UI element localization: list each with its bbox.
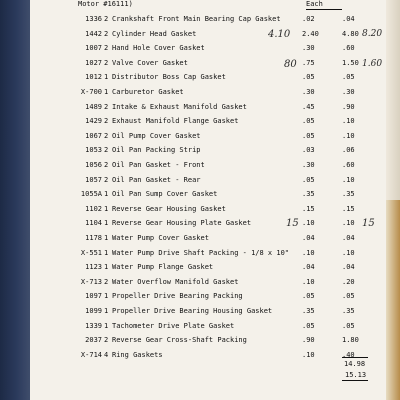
part-number: 1007 <box>85 44 102 53</box>
table-row <box>30 70 370 84</box>
price-total: .90 <box>342 102 355 111</box>
price-each: .75 <box>302 58 315 67</box>
quantity: 1 <box>104 73 109 82</box>
price-total: .10 <box>342 131 355 140</box>
quantity: 1 <box>104 292 109 301</box>
part-number: X-551 <box>80 248 102 257</box>
page-edge-lower <box>386 200 400 400</box>
quantity: 1 <box>104 321 109 330</box>
price-each: .05 <box>302 131 315 140</box>
part-number: 1102 <box>85 204 102 213</box>
part-number: 1123 <box>85 263 102 272</box>
part-number: 1057 <box>85 175 102 184</box>
part-number: 1027 <box>85 58 102 67</box>
table-row <box>30 289 370 303</box>
price-total: .05 <box>342 292 355 301</box>
table-row <box>30 231 370 245</box>
price-each: .30 <box>302 44 315 53</box>
quantity: 1 <box>104 88 109 96</box>
price-each: .10 <box>302 350 315 359</box>
quantity: 2 <box>104 161 109 169</box>
price-total: .10 <box>342 219 355 228</box>
price-each: .03 <box>302 146 315 155</box>
price-each: .10 <box>302 219 315 228</box>
part-description: Oil Pan Sump Cover Gasket <box>112 190 218 199</box>
quantity: 1 <box>104 307 109 315</box>
price-each: .05 <box>302 175 315 184</box>
quantity: 2 <box>104 146 109 155</box>
part-description: Valve Cover Gasket <box>112 58 188 67</box>
table-row <box>30 41 370 55</box>
price-each: .30 <box>302 161 315 169</box>
part-description: Reverse Gear Cross-Shaft Packing <box>112 336 247 345</box>
part-number: 1489 <box>85 102 102 111</box>
part-description: Crankshaft Front Main Bearing Cap Gasket <box>112 15 281 23</box>
quantity: 2 <box>104 102 109 111</box>
part-description: Oil Pan Gasket - Front <box>112 161 205 169</box>
table-row <box>30 260 370 274</box>
table-row <box>30 114 370 128</box>
handwritten-note-reverse: 15 <box>286 218 299 229</box>
part-description: Water Pump Drive Shaft Packing - 1/8 x 10" <box>112 248 290 257</box>
table-row <box>30 202 370 216</box>
part-number: 1055A <box>80 190 102 199</box>
price-total: .05 <box>342 321 355 330</box>
grand-total-value: 15.13 <box>345 371 367 379</box>
part-description: Intake & Exhaust Manifold Gasket <box>112 102 247 111</box>
part-description: Reverse Gear Housing Plate Gasket <box>112 219 252 228</box>
price-each: .04 <box>302 234 315 242</box>
part-description: Tachometer Drive Plate Gasket <box>112 321 235 330</box>
price-each: .05 <box>302 292 315 301</box>
handwritten-note-valve: 80 <box>284 59 297 70</box>
quantity: 2 <box>104 117 109 126</box>
price-each: .30 <box>302 88 315 96</box>
part-description: Oil Pan Gasket - Rear <box>112 175 201 184</box>
price-total: .10 <box>342 248 355 257</box>
part-description: Propeller Drive Bearing Packing <box>112 292 243 301</box>
motor-reference: Motor #16111) <box>78 0 133 8</box>
handwritten-note-head: 4.10 <box>268 29 291 40</box>
table-row <box>30 12 370 26</box>
part-number: 2037 <box>85 336 102 345</box>
quantity: 2 <box>104 29 109 38</box>
part-description: Exhaust Manifold Flange Gasket <box>112 117 239 126</box>
table-row <box>30 143 370 157</box>
table-row <box>30 100 370 114</box>
column-header-each: Each <box>306 0 346 11</box>
table-row <box>30 85 370 99</box>
quantity: 2 <box>104 277 109 286</box>
part-description: Propeller Drive Bearing Housing Gasket <box>112 307 273 315</box>
price-total: .40 <box>342 350 355 359</box>
table-row <box>30 158 370 172</box>
price-total: .04 <box>342 15 355 23</box>
quantity: 1 <box>104 219 109 228</box>
part-number: X-714 <box>80 350 102 359</box>
handwritten-total-reverse: 15 <box>362 218 375 229</box>
table-row <box>30 275 370 289</box>
part-number: 1178 <box>85 234 102 242</box>
part-description: Ring Gaskets <box>112 350 163 359</box>
part-number: X-713 <box>80 277 102 286</box>
quantity: 4 <box>104 350 109 359</box>
table-row <box>30 187 370 201</box>
quantity: 1 <box>104 204 109 213</box>
part-number: 1442 <box>85 29 102 38</box>
price-each: .05 <box>302 321 315 330</box>
table-row <box>30 56 370 70</box>
table-row <box>30 216 370 230</box>
quantity: 2 <box>104 336 109 345</box>
quantity: 1 <box>104 190 109 199</box>
price-each: .04 <box>302 263 315 272</box>
part-description: Water Pump Cover Gasket <box>112 234 209 242</box>
part-number: 1339 <box>85 321 102 330</box>
price-each: .05 <box>302 117 315 126</box>
quantity: 2 <box>104 15 109 23</box>
price-each: .10 <box>302 248 315 257</box>
part-number: 1012 <box>85 73 102 82</box>
part-description: Cylinder Head Gasket <box>112 29 197 38</box>
price-total: .10 <box>342 175 355 184</box>
price-total: .10 <box>342 117 355 126</box>
price-each: .10 <box>302 277 315 286</box>
part-number: 1336 <box>85 15 102 23</box>
price-total: .20 <box>342 277 355 286</box>
price-each: .45 <box>302 102 315 111</box>
quantity: 1 <box>104 263 109 272</box>
table-row <box>30 319 370 333</box>
quantity: 2 <box>104 131 109 140</box>
subtotal-value: 14.98 <box>344 360 366 368</box>
price-total: .15 <box>342 204 355 213</box>
price-each: .05 <box>302 73 315 82</box>
price-total: .60 <box>342 44 355 53</box>
price-each: .02 <box>302 15 315 23</box>
price-total: .35 <box>342 190 355 199</box>
part-number: X-700 <box>80 88 102 96</box>
handwritten-total-head: 8.20 <box>362 29 383 39</box>
part-number: 1429 <box>85 117 102 126</box>
handwritten-total-valve: 1.60 <box>362 59 383 69</box>
price-total: .06 <box>342 146 355 155</box>
part-number: 1053 <box>85 146 102 155</box>
price-total: .04 <box>342 234 355 242</box>
part-description: Water Overflow Manifold Gasket <box>112 277 239 286</box>
table-row <box>30 304 370 318</box>
part-description: Hand Hole Cover Gasket <box>112 44 205 53</box>
part-description: Oil Pump Cover Gasket <box>112 131 201 140</box>
table-row <box>30 129 370 143</box>
table-row <box>30 173 370 187</box>
part-number: 1056 <box>85 161 102 169</box>
table-row <box>30 246 370 260</box>
part-description: Carburetor Gasket <box>112 88 184 96</box>
price-each: .35 <box>302 307 315 315</box>
quantity: 1 <box>104 234 109 242</box>
grand-total-rule <box>342 380 368 381</box>
part-description: Oil Pan Packing Strip <box>112 146 201 155</box>
price-total: .05 <box>342 73 355 82</box>
part-description: Water Pump Flange Gasket <box>112 263 214 272</box>
part-description: Distributor Boss Cap Gasket <box>112 73 226 82</box>
table-row <box>30 333 370 347</box>
price-total: .35 <box>342 307 355 315</box>
price-each: .35 <box>302 190 315 199</box>
price-total: 1.50 <box>342 58 359 67</box>
table-row <box>30 348 370 362</box>
table-row <box>30 27 370 41</box>
price-total: .60 <box>342 161 355 169</box>
binder-edge <box>0 0 30 400</box>
price-total: 1.80 <box>342 336 359 345</box>
part-number: 1067 <box>85 131 102 140</box>
subtotal-rule <box>342 357 368 358</box>
quantity: 1 <box>104 248 109 257</box>
price-total: .04 <box>342 263 355 272</box>
price-total: .30 <box>342 88 355 96</box>
price-total: 4.80 <box>342 29 359 38</box>
quantity: 2 <box>104 44 109 53</box>
part-number: 1104 <box>85 219 102 228</box>
part-description: Reverse Gear Housing Gasket <box>112 204 226 213</box>
price-each: .15 <box>302 204 315 213</box>
quantity: 2 <box>104 58 109 67</box>
quantity: 2 <box>104 175 109 184</box>
price-each: .90 <box>302 336 315 345</box>
part-number: 1097 <box>85 292 102 301</box>
part-number: 1099 <box>85 307 102 315</box>
price-each: 2.40 <box>302 29 319 38</box>
